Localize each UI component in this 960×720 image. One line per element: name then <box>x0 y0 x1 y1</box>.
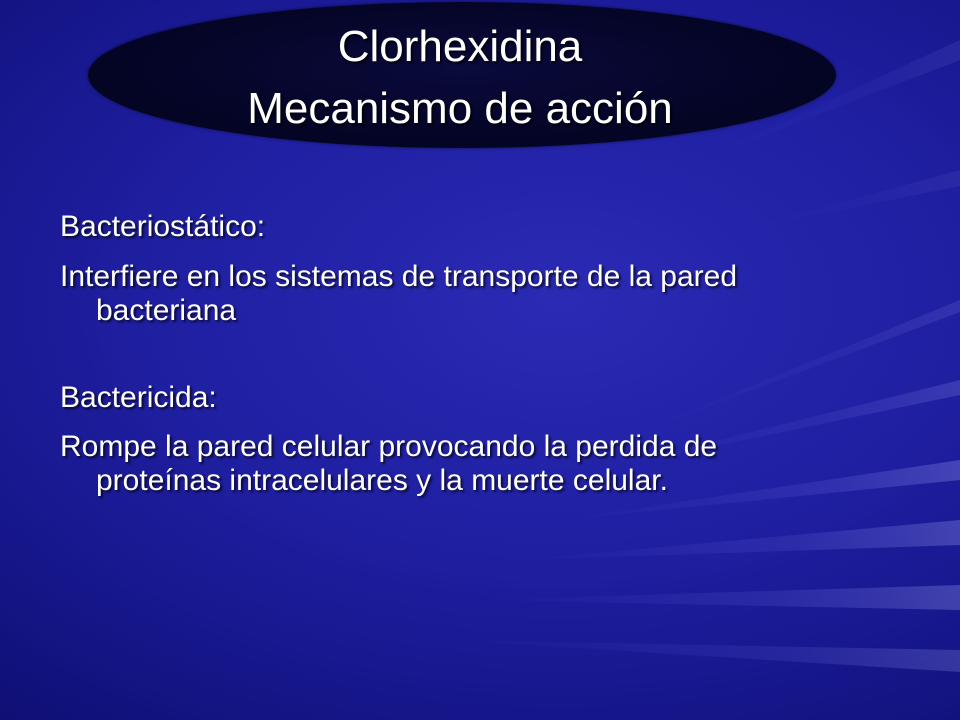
heading-bactericida <box>60 381 920 415</box>
heading-bacteriostatico <box>60 210 920 244</box>
text-bactericida-description <box>60 430 920 498</box>
paragraph-text: Bacteriostático: <box>60 210 266 243</box>
paragraph-text: Interfiere en los sistemas de transporte de la pared bacteriana <box>60 260 738 327</box>
slide-subtitle: Mecanismo de acción <box>247 84 673 133</box>
slide-title: Clorhexidina <box>337 22 583 71</box>
paragraph-text: Rompe la pared celular provocando la perdida de proteínas intracelulares y la muerte celular. <box>60 430 718 497</box>
paragraph-text: Bactericida: <box>60 381 217 414</box>
text-bacteriostatico-description <box>60 260 920 328</box>
